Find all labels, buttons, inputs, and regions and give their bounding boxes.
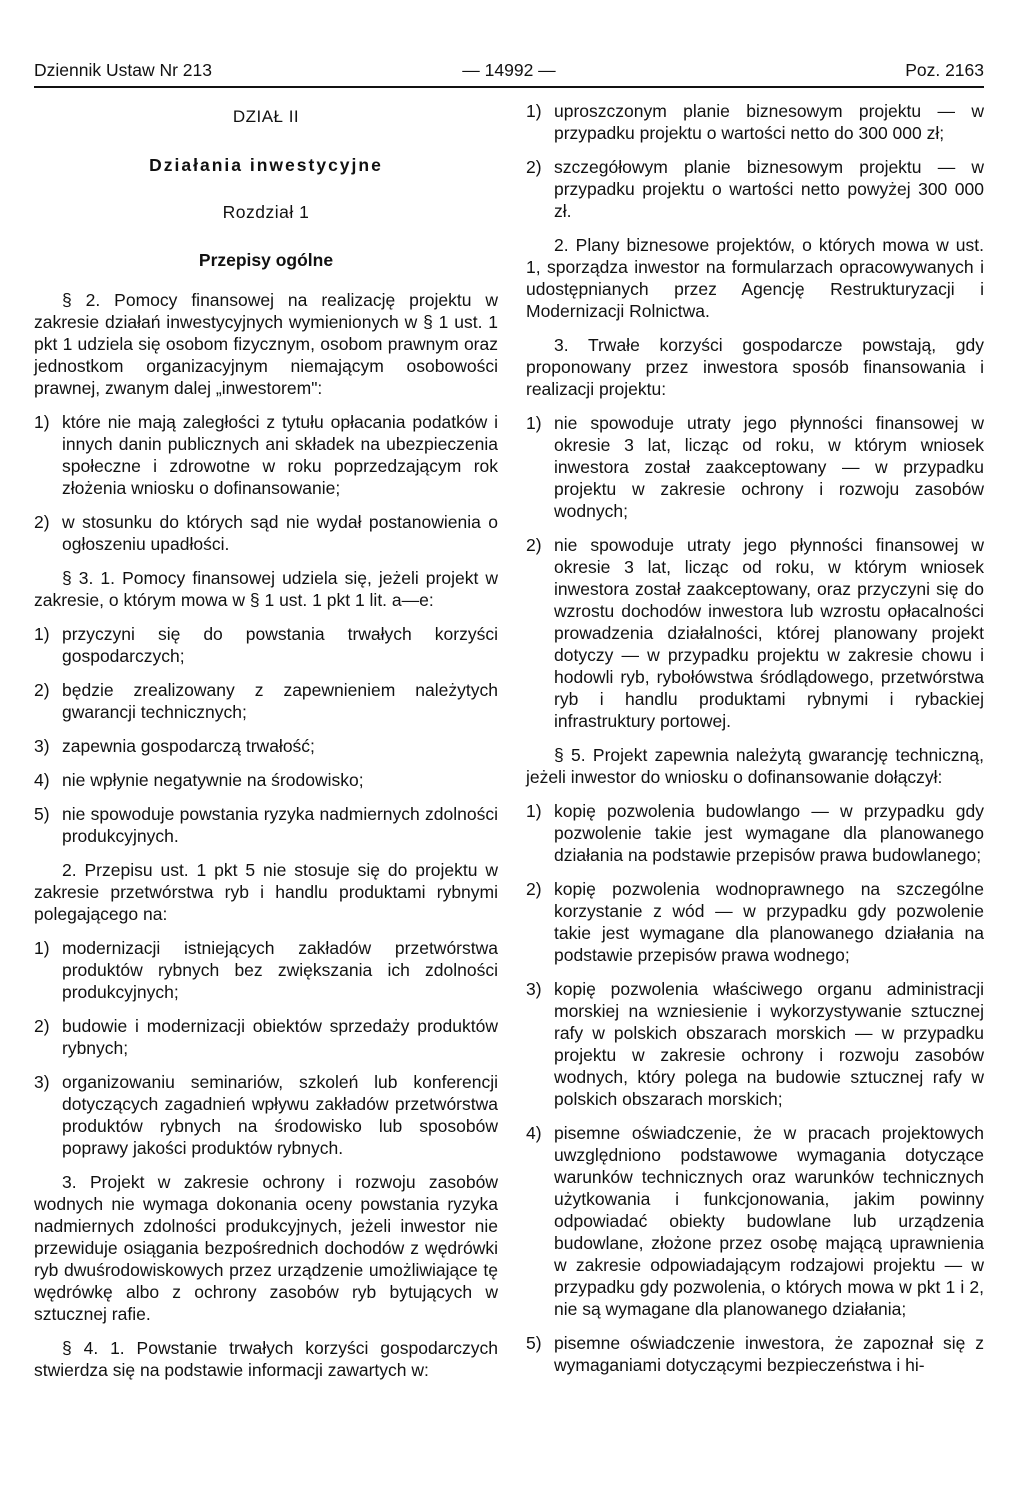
list-item xyxy=(34,411,498,499)
list-item xyxy=(526,412,984,522)
list-item-number: 3) xyxy=(526,979,542,999)
dzial-title: DZIAŁ II xyxy=(232,107,300,126)
list-item-text: zapewnia gospodarczą trwałość; xyxy=(62,736,315,756)
list-item-number: 3) xyxy=(34,1072,50,1092)
list-item xyxy=(34,1071,498,1159)
list-item-number: 1) xyxy=(34,938,50,958)
list-item-number: 2) xyxy=(526,879,542,899)
paragraph-3-intro: § 3. 1. Pomocy finansowej udziela się, jeżeli projekt w zakresie, o którym mowa w § 1 ust. 1 pkt 1 lit. a—e: xyxy=(34,568,498,610)
paragraph-4-3-intro: 3. Trwałe korzyści gospodarcze powstają, gdy proponowany przez inwestora sposób finansowania i realizacji projektu: xyxy=(526,335,984,399)
dzial-name: Działania inwestycyjne xyxy=(149,155,383,175)
list-item xyxy=(34,735,498,757)
list-item-text: kopię pozwolenia właściwego organu administracji morskiej na wzniesienie i wykorzystywanie sztucznej rafy w polskich obszarach morskich — w przypadku projektu w zakresie ochrony i rozwoju zasobów wodnych, który polega na budowie sztucznej rafy w polskich obszarach morskich; xyxy=(554,979,984,1109)
list-item-number: 2) xyxy=(34,680,50,700)
list-item-number: 1) xyxy=(526,801,542,821)
list-item xyxy=(526,100,984,144)
list-item-text: budowie i modernizacji obiektów sprzedaży produktów rybnych; xyxy=(62,1016,498,1058)
paragraph-4-3-list xyxy=(526,412,984,732)
page-header xyxy=(34,58,984,88)
list-item-text: kopię pozwolenia budowlango — w przypadku gdy pozwolenie takie jest wymagane dla planowanego działania na podstawie przepisów prawa budowlanego; xyxy=(554,801,984,865)
list-item xyxy=(526,1332,984,1376)
list-item-number: 4) xyxy=(34,770,50,790)
list-item-number: 5) xyxy=(34,804,50,824)
list-item-text: nie spowoduje powstania ryzyka nadmiernych zdolności produkcyjnych. xyxy=(62,804,498,846)
list-item xyxy=(526,534,984,732)
paragraph-3-2-intro: 2. Przepisu ust. 1 pkt 5 nie stosuje się do projektu w zakresie przetwórstwa ryb i handlu produktami rybnymi polegającego na: xyxy=(34,860,498,924)
list-item-number: 2) xyxy=(34,1016,50,1036)
list-item xyxy=(34,803,498,847)
paragraph-5-list xyxy=(526,800,984,1376)
list-item xyxy=(526,1122,984,1320)
paragraph-2-list xyxy=(34,411,498,555)
paragraph-5-intro: § 5. Projekt zapewnia należytą gwarancję techniczną, jeżeli inwestor do wniosku o dofinansowanie dołączył: xyxy=(526,745,984,787)
list-item xyxy=(34,937,498,1003)
paragraph-2-intro: § 2. Pomocy finansowej na realizację projektu w zakresie działań inwestycyjnych wymienionych w § 1 ust. 1 pkt 1 udziela się osobom fizycznym, osobom prawnym oraz jednostkom organizacyjnym niemającym osobowości prawnej, zwanym dalej „inwestorem": xyxy=(34,290,498,398)
left-column xyxy=(34,100,498,1393)
list-item-text: szczegółowym planie biznesowym projektu — w przypadku projektu o wartości netto powyżej 300 000 zł. xyxy=(554,157,984,221)
paragraph-4-intro: § 4. 1. Powstanie trwałych korzyści gospodarczych stwierdza się na podstawie informacji zawartych w: xyxy=(34,1338,498,1380)
list-item-text: w stosunku do których sąd nie wydał postanowienia o ogłoszeniu upadłości. xyxy=(62,512,498,554)
list-item-text: pisemne oświadczenie, że w pracach projektowych uwzględniono podstawowe wymagania dotyczące warunków technicznych oraz warunków technicznych użytkowania i funkcjonowania, jakim powinny odpowiadać obiekty budowlane lub urządzenia budowlane, złożone przez osobę mającą uprawnienia w zakresie odpowiadającym rodzajowi projektu — w przypadku gdy pozwolenia, o których mowa w pkt 1 i 2, nie są wymagane dla planowanego działania; xyxy=(554,1123,984,1319)
list-item-number: 2) xyxy=(526,157,542,177)
paragraph-3-list xyxy=(34,623,498,847)
list-item-text: kopię pozwolenia wodnoprawnego na szczególne korzystanie z wód — w przypadku gdy pozwolenie takie jest wymagane dla planowanego działania na podstawie przepisów prawa wodnego; xyxy=(554,879,984,965)
list-item-text: które nie mają zaległości z tytułu opłacania podatków i innych danin publicznych ani składek na ubezpieczenia społeczne i zdrowotne w roku poprzedzającym rok złożenia wniosku o dofinansowanie; xyxy=(62,412,498,498)
paragraph-3-3: 3. Projekt w zakresie ochrony i rozwoju zasobów wodnych nie wymaga dokonania oceny powstania ryzyka nadmiernych zdolności produkcyjnych, jeżeli inwestor nie przewiduje osiągania bezpośrednich dochodów z wędrówki ryb dwuśrodowiskowych przez urządzenie umożliwiające tę wędrówkę albo z ochrony zasobów ryb bytujących w sztucznej rafie. xyxy=(34,1172,498,1324)
list-item xyxy=(34,1015,498,1059)
list-item-number: 5) xyxy=(526,1333,542,1353)
list-item-number: 2) xyxy=(34,512,50,532)
page-number: — 14992 — xyxy=(462,60,556,80)
right-column xyxy=(526,100,984,1388)
list-item-number: 4) xyxy=(526,1123,542,1143)
list-item-number: 2) xyxy=(526,535,542,555)
position-number: Poz. 2163 xyxy=(905,60,984,80)
paragraph-4-2: 2. Plany biznesowe projektów, o których mowa w ust. 1, sporządza inwestor na formularzach opracowywanych i udostępnianych przez Agencję Restrukturyzacji i Modernizacji Rolnictwa. xyxy=(526,235,984,321)
list-item-text: organizowaniu seminariów, szkoleń lub konferencji dotyczących zagadnień wpływu zakładów przetwórstwa produktów rybnych na środowisko lub sposobów poprawy jakości produktów rybnych. xyxy=(62,1072,498,1158)
list-item-text: modernizacji istniejących zakładów przetwórstwa produktów rybnych bez zwiększania ich zdolności produkcyjnych; xyxy=(62,938,498,1002)
list-item-number: 3) xyxy=(34,736,50,756)
section-heading xyxy=(34,106,498,271)
paragraph-3-2-list xyxy=(34,937,498,1159)
journal-name: Dziennik Ustaw Nr 213 xyxy=(34,60,212,80)
list-item-text: uproszczonym planie biznesowym projektu — w przypadku projektu o wartości netto do 300 000 zł; xyxy=(554,101,984,143)
przepisy-title: Przepisy ogólne xyxy=(198,250,334,270)
list-item-number: 1) xyxy=(526,413,542,433)
list-item-text: nie spowoduje utraty jego płynności finansowej w okresie 3 lat, licząc od roku, w którym wniosek inwestora został zaakceptowany, oraz przyczyni się do wzrostu dochodów inwestora lub wzrostu opłacalności prowadzenia działalności, której planowany projekt dotyczy — w przypadku projektu w zakresie chowu i hodowli ryb, rybołówstwa śródlądowego, przetwórstwa ryb i handlu produktami rybnymi i rybackiej infrastruktury portowej. xyxy=(554,535,984,731)
list-item-text: nie wpłynie negatywnie na środowisko; xyxy=(62,770,364,790)
list-item xyxy=(34,511,498,555)
list-item-number: 1) xyxy=(34,624,50,644)
list-item-text: przyczyni się do powstania trwałych korzyści gospodarczych; xyxy=(62,624,498,666)
rozdzial-title: Rozdział 1 xyxy=(222,202,310,222)
list-item-text: pisemne oświadczenie inwestora, że zapoznał się z wymaganiami dotyczącymi bezpieczeństwa i hi- xyxy=(554,1333,984,1375)
paragraph-4-list xyxy=(526,100,984,222)
list-item xyxy=(34,679,498,723)
list-item xyxy=(34,769,498,791)
list-item xyxy=(526,800,984,866)
list-item-text: nie spowoduje utraty jego płynności finansowej w okresie 3 lat, licząc od roku, w którym wniosek inwestora został zaakceptowany — w przypadku projektu w zakresie ochrony i rozwoju zasobów wodnych; xyxy=(554,413,984,521)
list-item-number: 1) xyxy=(34,412,50,432)
list-item-text: będzie zrealizowany z zapewnieniem należytych gwarancji technicznych; xyxy=(62,680,498,722)
list-item xyxy=(34,623,498,667)
list-item xyxy=(526,978,984,1110)
list-item xyxy=(526,878,984,966)
list-item-number: 1) xyxy=(526,101,542,121)
list-item xyxy=(526,156,984,222)
